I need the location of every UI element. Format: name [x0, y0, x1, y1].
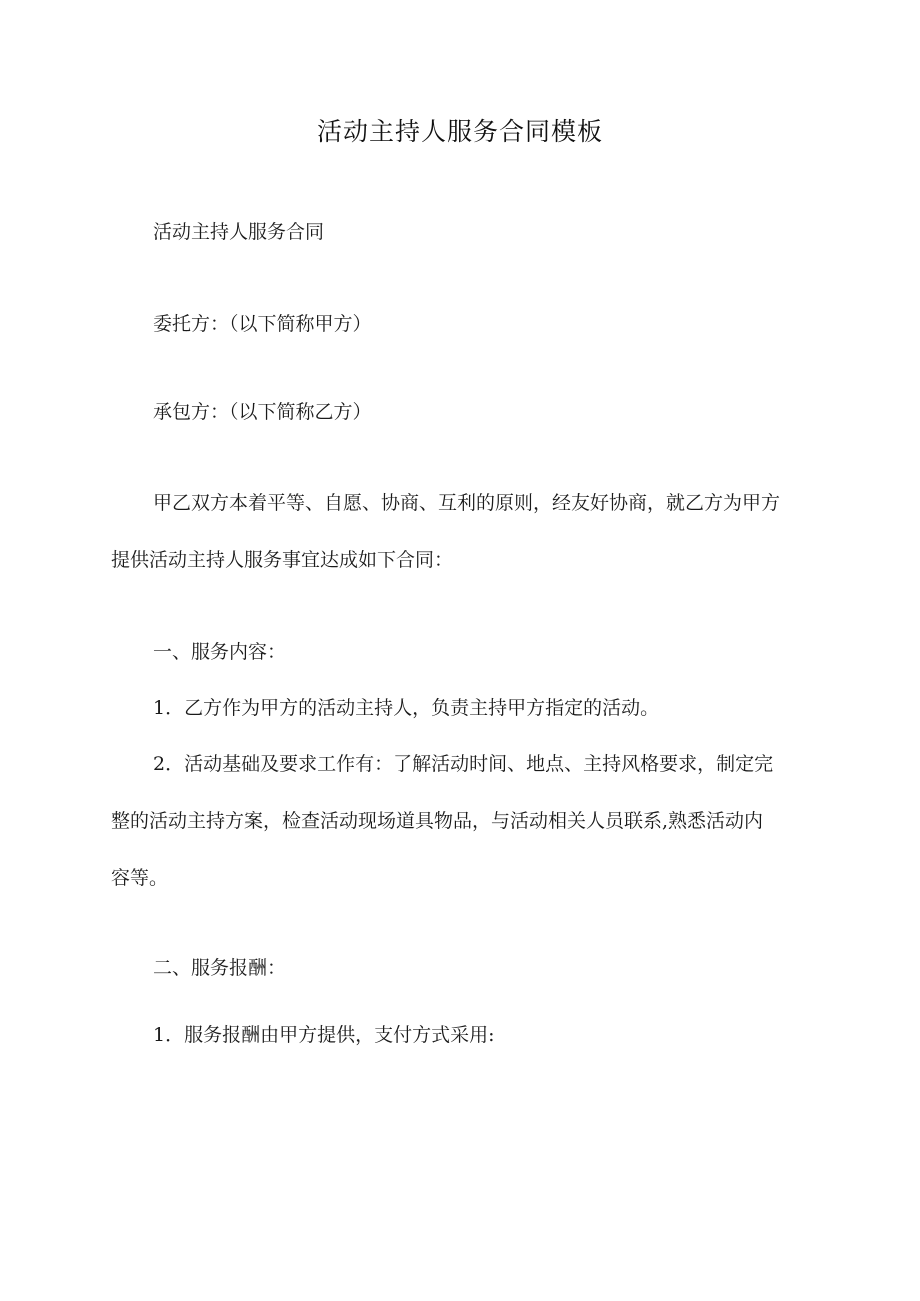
- section1-item2-line-3: 容等。: [111, 867, 169, 889]
- section1-heading: 一、服务内容：: [153, 641, 287, 663]
- party-a-line: 委托方：（以下简称甲方）: [153, 313, 372, 335]
- preamble-paragraph: [111, 489, 823, 574]
- contract-subtitle: 活动主持人服务合同: [153, 221, 325, 243]
- section1-item2: [111, 750, 823, 892]
- section1-item2-line-2: 整的活动主持方案，检查活动现场道具物品，与活动相关人员联系,熟悉活动内: [111, 810, 764, 832]
- section1-item2-line-1: 2．活动基础及要求工作有：了解活动时间、地点、主持风格要求，制定完: [153, 753, 774, 775]
- party-b-line: 承包方：（以下简称乙方）: [153, 401, 372, 423]
- section1-item1: 1．乙方作为甲方的活动主持人，负责主持甲方指定的活动。: [153, 697, 660, 719]
- document-title: 活动主持人服务合同模板: [316, 117, 603, 146]
- preamble-line-2: 提供活动主持人服务事宜达成如下合同：: [111, 549, 454, 571]
- preamble-line-1: 甲乙双方本着平等、自愿、协商、互利的原则，经友好协商，就乙方为甲方: [153, 492, 781, 514]
- section2-heading: 二、服务报酬：: [153, 957, 287, 979]
- section2-item1: 1．服务报酬由甲方提供，支付方式采用:: [153, 1024, 495, 1046]
